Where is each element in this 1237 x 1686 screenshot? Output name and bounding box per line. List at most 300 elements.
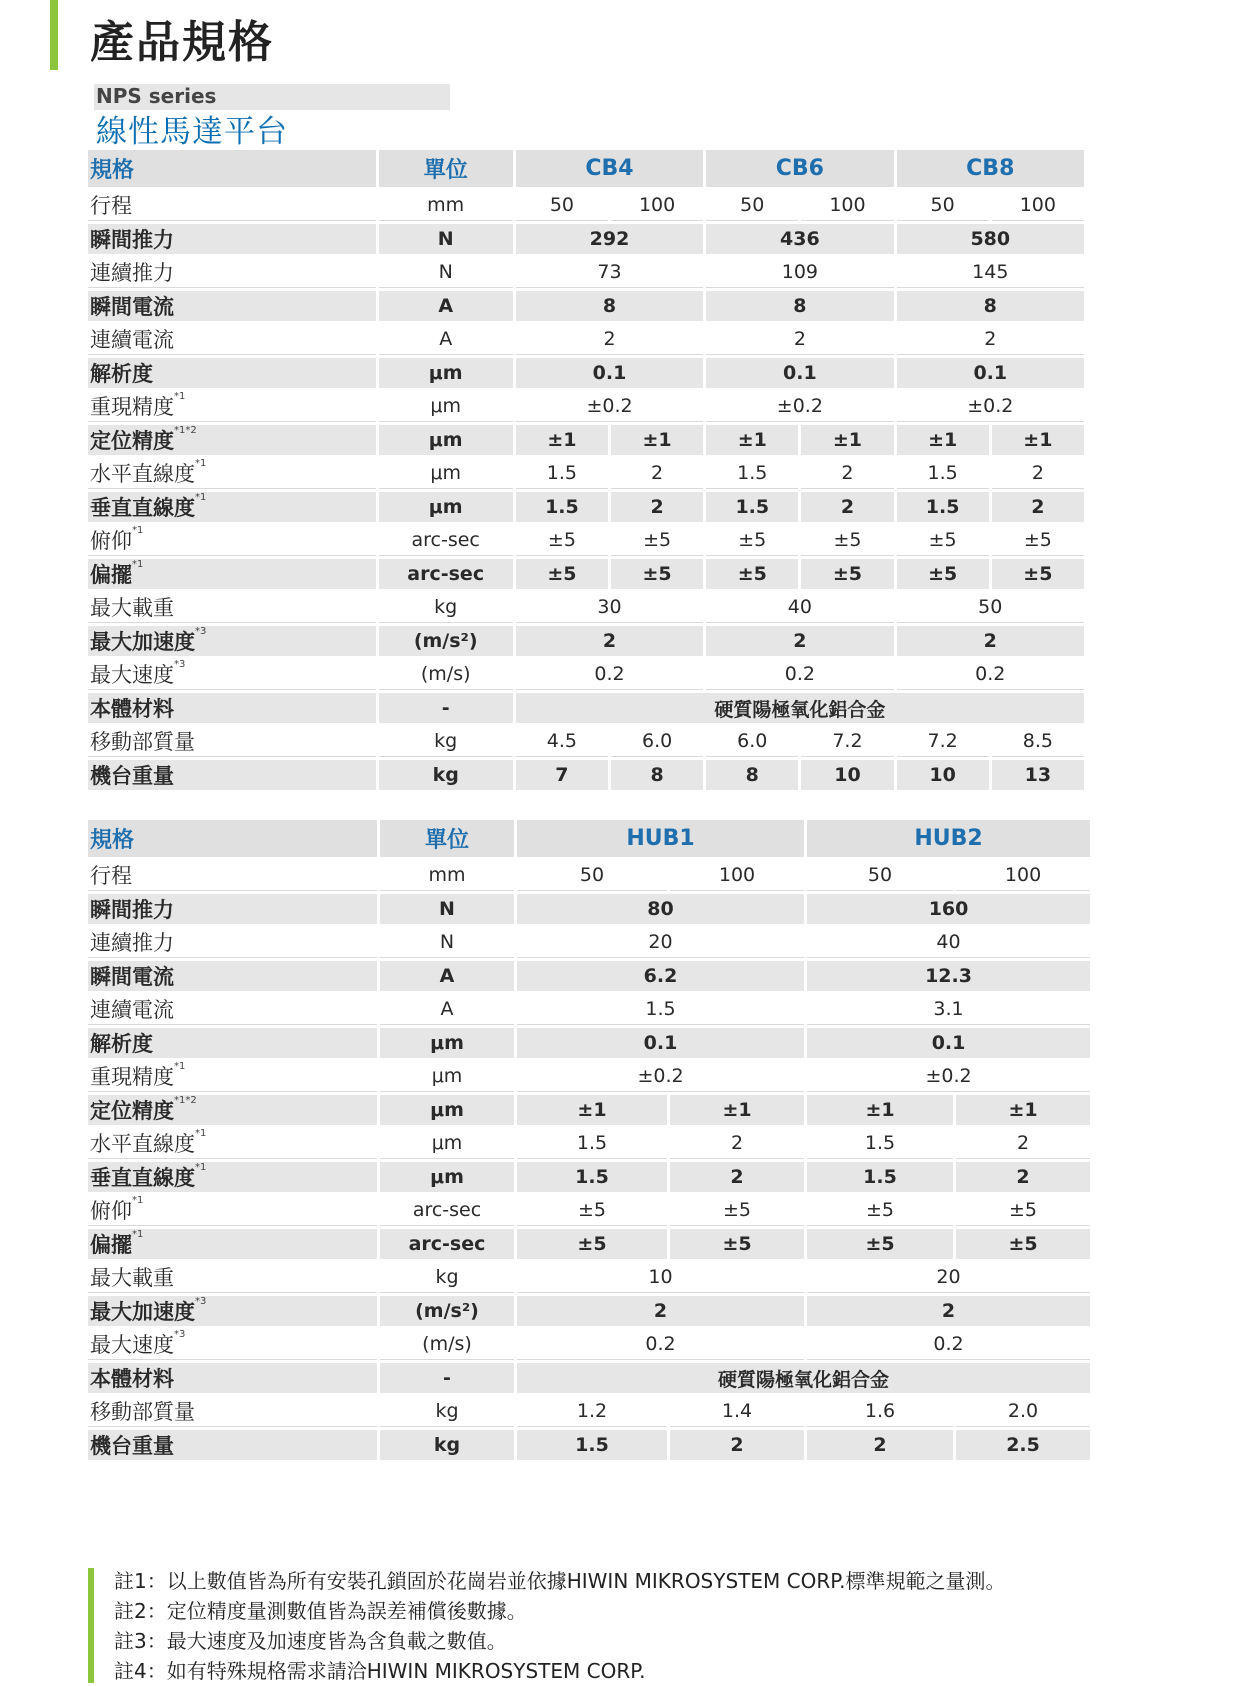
row-value: 0.2	[516, 659, 703, 690]
row-value: 100	[670, 860, 804, 891]
row-label	[88, 1329, 377, 1360]
row-unit: kg	[379, 726, 513, 757]
row-label	[88, 291, 376, 321]
row-unit: μm	[379, 492, 513, 522]
row-value: 2	[611, 458, 703, 489]
row-value: 1.5	[516, 458, 608, 489]
row-value: 8.5	[992, 726, 1084, 757]
row-value: 0.1	[516, 358, 703, 388]
row-value: 10	[517, 1262, 804, 1293]
footnote-ref: *3	[174, 659, 186, 670]
spec-row-material	[88, 1363, 1090, 1393]
row-label-text: 行程	[90, 864, 132, 888]
row-value: 0.1	[807, 1028, 1090, 1058]
row-value: 2	[517, 1296, 804, 1326]
row-value: 2	[992, 458, 1084, 489]
row-label	[88, 1128, 377, 1159]
row-label-text: 定位精度	[90, 1099, 174, 1123]
row-label	[88, 693, 376, 723]
row-value: 100	[956, 860, 1090, 891]
spec-row-cont-force	[88, 927, 1090, 958]
row-unit: (m/s²)	[379, 626, 513, 656]
row-unit: μm	[379, 425, 513, 455]
row-value: ±0.2	[516, 391, 703, 422]
row-label	[88, 592, 376, 623]
row-label	[88, 492, 376, 522]
row-value: ±5	[897, 559, 989, 589]
spec-row-material	[88, 693, 1084, 723]
spec-row-max-accel	[88, 626, 1084, 656]
row-value: 20	[807, 1262, 1090, 1293]
row-value: ±5	[517, 1195, 667, 1226]
footnote-ref: *1	[132, 1195, 144, 1206]
model-header: HUB2	[807, 820, 1090, 857]
row-label	[88, 994, 377, 1025]
row-value: 6.2	[517, 961, 804, 991]
row-value: ±5	[992, 525, 1084, 556]
row-unit: A	[379, 324, 513, 355]
model-header: CB6	[706, 150, 893, 187]
row-label-text: 水平直線度	[90, 462, 195, 486]
row-value: 6.0	[706, 726, 798, 757]
row-label	[88, 1229, 377, 1259]
row-value: ±5	[807, 1229, 953, 1259]
row-unit: kg	[379, 592, 513, 623]
row-unit: A	[379, 291, 513, 321]
row-label	[88, 1430, 377, 1460]
unit-header: 單位	[379, 150, 513, 187]
row-value: 2	[807, 1430, 953, 1460]
series-name: NPS series	[96, 84, 217, 108]
title-accent-bar	[50, 0, 58, 70]
spec-row-max-load	[88, 1262, 1090, 1293]
row-label-text: 垂直直線度	[90, 496, 195, 520]
row-value: 0.2	[807, 1329, 1090, 1360]
row-label-text: 最大加速度	[90, 1300, 195, 1324]
footnote-ref: *3	[174, 1329, 186, 1340]
row-value: 73	[516, 257, 703, 288]
row-value: 8	[516, 291, 703, 321]
row-label-text: 本體材料	[90, 1367, 174, 1391]
row-label	[88, 1396, 377, 1427]
spec-row-repeatability	[88, 391, 1084, 422]
row-unit: N	[380, 927, 514, 958]
spec-row-peak-current	[88, 961, 1090, 991]
spec-row-max-speed	[88, 659, 1084, 690]
row-label-text: 最大載重	[90, 596, 174, 620]
row-label-text: 連續電流	[90, 998, 174, 1022]
row-label-text: 行程	[90, 194, 132, 218]
row-unit: μm	[380, 1128, 514, 1159]
row-label	[88, 1028, 377, 1058]
row-value: 2	[807, 1296, 1090, 1326]
note-item: 註2：定位精度量測數值皆為誤差補償後數據。	[114, 1599, 527, 1623]
row-value: 2	[956, 1162, 1090, 1192]
row-unit: N	[379, 224, 513, 254]
row-label-text: 偏擺	[90, 1233, 132, 1257]
row-value: 2	[516, 324, 703, 355]
spec-row-weight	[88, 760, 1084, 790]
spec-row-h-straightness	[88, 1128, 1090, 1159]
row-label	[88, 324, 376, 355]
row-value: 50	[897, 190, 989, 221]
row-value: 50	[807, 860, 953, 891]
row-value: ±5	[897, 525, 989, 556]
spec-row-moving-mass	[88, 1396, 1090, 1427]
footnote-ref: *1	[195, 1162, 207, 1173]
page-title: 產品規格	[90, 17, 274, 68]
row-value: 1.5	[517, 1128, 667, 1159]
row-value: ±5	[801, 559, 893, 589]
row-unit: A	[380, 961, 514, 991]
row-value: 硬質陽極氧化鋁合金	[516, 693, 1084, 723]
row-value: ±5	[706, 525, 798, 556]
row-unit: arc-sec	[379, 525, 513, 556]
row-label	[88, 1162, 377, 1192]
row-value: ±5	[517, 1229, 667, 1259]
spec-row-max-load	[88, 592, 1084, 623]
row-unit: kg	[380, 1262, 514, 1293]
row-label	[88, 358, 376, 388]
row-label	[88, 626, 376, 656]
row-value: ±1	[897, 425, 989, 455]
row-label	[88, 726, 376, 757]
row-value: 7.2	[897, 726, 989, 757]
row-value: ±1	[801, 425, 893, 455]
spec-header: 規格	[88, 150, 376, 187]
row-value: 292	[516, 224, 703, 254]
row-label-text: 機台重量	[90, 764, 174, 788]
row-value: 1.5	[706, 492, 798, 522]
row-value: ±0.2	[517, 1061, 804, 1092]
row-label-text: 水平直線度	[90, 1132, 195, 1156]
spec-row-v-straightness	[88, 492, 1084, 522]
row-value: 109	[706, 257, 893, 288]
row-unit: μm	[380, 1028, 514, 1058]
row-label	[88, 224, 376, 254]
row-value: 3.1	[807, 994, 1090, 1025]
spec-row-yaw	[88, 1229, 1090, 1259]
row-label	[88, 961, 377, 991]
row-unit: N	[379, 257, 513, 288]
row-value: 1.5	[807, 1128, 953, 1159]
row-label	[88, 1363, 377, 1393]
row-value: 1.6	[807, 1396, 953, 1427]
footnote-ref: *1	[174, 1061, 186, 1072]
row-label	[88, 458, 376, 489]
row-value: 2	[956, 1128, 1090, 1159]
row-label-text: 本體材料	[90, 697, 174, 721]
row-unit: (m/s)	[379, 659, 513, 690]
spec-row-repeatability	[88, 1061, 1090, 1092]
row-value: 160	[807, 894, 1090, 924]
row-value: 2	[801, 492, 893, 522]
row-value: 145	[897, 257, 1084, 288]
spec-row-cont-current	[88, 324, 1084, 355]
row-value: 2	[706, 626, 893, 656]
note-item: 註4：如有特殊規格需求請洽HIWIN MIKROSYSTEM CORP.	[114, 1659, 646, 1683]
row-label-text: 瞬間電流	[90, 965, 174, 989]
spec-row-max-accel	[88, 1296, 1090, 1326]
row-label-text: 重現精度	[90, 1065, 174, 1089]
footnote-ref: *1	[132, 1229, 144, 1240]
row-unit: μm	[379, 458, 513, 489]
row-value: 7	[516, 760, 608, 790]
row-unit: -	[380, 1363, 514, 1393]
spec-row-v-straightness	[88, 1162, 1090, 1192]
row-label	[88, 1061, 377, 1092]
row-label-text: 垂直直線度	[90, 1166, 195, 1190]
row-label-text: 俯仰	[90, 529, 132, 553]
row-value: 8	[706, 291, 893, 321]
row-label-text: 機台重量	[90, 1434, 174, 1458]
row-value: 7.2	[801, 726, 893, 757]
spec-table-hub	[85, 817, 1093, 1463]
row-value: 2	[897, 626, 1084, 656]
footnote-ref: *3	[195, 626, 207, 637]
footnote-ref: *1	[195, 1128, 207, 1139]
row-value: 2	[670, 1162, 804, 1192]
row-label-text: 連續電流	[90, 328, 174, 352]
row-value: 2	[897, 324, 1084, 355]
row-value: ±1	[807, 1095, 953, 1125]
row-label	[88, 860, 377, 891]
row-value: 1.5	[897, 492, 989, 522]
spec-row-accuracy	[88, 1095, 1090, 1125]
model-header: CB8	[897, 150, 1084, 187]
row-value: 10	[897, 760, 989, 790]
row-value: 1.5	[706, 458, 798, 489]
row-label	[88, 659, 376, 690]
row-label	[88, 1195, 377, 1226]
row-label-text: 瞬間推力	[90, 228, 174, 252]
row-value: 50	[897, 592, 1084, 623]
row-value: ±5	[611, 559, 703, 589]
row-unit: arc-sec	[380, 1229, 514, 1259]
row-value: ±5	[801, 525, 893, 556]
row-label-text: 瞬間電流	[90, 295, 174, 319]
spec-row-stroke	[88, 860, 1090, 891]
row-label-text: 最大速度	[90, 1333, 174, 1357]
row-value: 50	[516, 190, 608, 221]
row-unit: N	[380, 894, 514, 924]
spec-row-max-speed	[88, 1329, 1090, 1360]
row-unit: A	[380, 994, 514, 1025]
row-value: 40	[706, 592, 893, 623]
row-value: ±5	[670, 1195, 804, 1226]
row-unit: μm	[379, 391, 513, 422]
footnote-ref: *1*2	[174, 425, 197, 436]
footnote-ref: *1	[195, 458, 207, 469]
row-value: 1.2	[517, 1396, 667, 1427]
page-subtitle: 線性馬達平台	[96, 114, 288, 150]
spec-row-peak-force	[88, 894, 1090, 924]
row-label-text: 最大載重	[90, 1266, 174, 1290]
row-value: 2.0	[956, 1396, 1090, 1427]
row-value: 8	[897, 291, 1084, 321]
row-value: 2	[670, 1128, 804, 1159]
row-label	[88, 927, 377, 958]
model-header: CB4	[516, 150, 703, 187]
spec-header: 規格	[88, 820, 377, 857]
row-value: 2	[801, 458, 893, 489]
row-unit: kg	[380, 1430, 514, 1460]
row-value: 2	[611, 492, 703, 522]
spec-row-cont-current	[88, 994, 1090, 1025]
row-value: 436	[706, 224, 893, 254]
row-value: ±0.2	[807, 1061, 1090, 1092]
row-value: 硬質陽極氧化鋁合金	[517, 1363, 1090, 1393]
row-value: 2	[706, 324, 893, 355]
spec-row-peak-force	[88, 224, 1084, 254]
row-label-text: 最大加速度	[90, 630, 195, 654]
row-value: ±5	[807, 1195, 953, 1226]
row-label	[88, 1095, 377, 1125]
row-unit: arc-sec	[380, 1195, 514, 1226]
spec-row-resolution	[88, 358, 1084, 388]
row-value: 20	[517, 927, 804, 958]
row-label-text: 移動部質量	[90, 1400, 195, 1424]
row-value: 100	[611, 190, 703, 221]
row-unit: kg	[380, 1396, 514, 1427]
row-value: ±0.2	[897, 391, 1084, 422]
spec-row-pitch	[88, 525, 1084, 556]
row-label-text: 瞬間推力	[90, 898, 174, 922]
row-value: ±5	[611, 525, 703, 556]
row-unit: kg	[379, 760, 513, 790]
row-label-text: 解析度	[90, 1032, 153, 1056]
row-label-text: 連續推力	[90, 261, 174, 285]
footnote-ref: *3	[195, 1296, 207, 1307]
row-value: ±5	[992, 559, 1084, 589]
row-label	[88, 760, 376, 790]
row-value: 100	[801, 190, 893, 221]
row-label-text: 俯仰	[90, 1199, 132, 1223]
spec-row-peak-current	[88, 291, 1084, 321]
row-label-text: 定位精度	[90, 429, 174, 453]
row-value: 12.3	[807, 961, 1090, 991]
note-item: 註1：以上數值皆為所有安裝孔鎖固於花崗岩並依據HIWIN MIKROSYSTEM CORP.標準規範之量測。	[114, 1569, 1006, 1593]
row-value: ±1	[611, 425, 703, 455]
row-value: 1.5	[517, 994, 804, 1025]
row-value: 4.5	[516, 726, 608, 757]
row-value: ±5	[706, 559, 798, 589]
row-unit: μm	[379, 358, 513, 388]
row-label-text: 偏擺	[90, 563, 132, 587]
spec-row-resolution	[88, 1028, 1090, 1058]
row-value: 13	[992, 760, 1084, 790]
row-unit: (m/s)	[380, 1329, 514, 1360]
row-unit: mm	[379, 190, 513, 221]
spec-table-cb	[85, 147, 1087, 793]
row-value: ±1	[706, 425, 798, 455]
row-value: 10	[801, 760, 893, 790]
row-value: 0.2	[517, 1329, 804, 1360]
model-header: HUB1	[517, 820, 804, 857]
footnote-ref: *1*2	[174, 1095, 197, 1106]
row-value: 1.5	[807, 1162, 953, 1192]
row-label-text: 最大速度	[90, 663, 174, 687]
row-value: ±5	[670, 1229, 804, 1259]
row-value: 6.0	[611, 726, 703, 757]
row-label	[88, 391, 376, 422]
row-value: ±1	[517, 1095, 667, 1125]
spec-row-pitch	[88, 1195, 1090, 1226]
footnote-ref: *1	[132, 525, 144, 536]
row-value: 580	[897, 224, 1084, 254]
row-value: 1.5	[517, 1162, 667, 1192]
row-value: 0.1	[706, 358, 893, 388]
row-value: 1.4	[670, 1396, 804, 1427]
row-value: 1.5	[516, 492, 608, 522]
row-value: ±1	[992, 425, 1084, 455]
row-label	[88, 525, 376, 556]
row-unit: arc-sec	[379, 559, 513, 589]
row-unit: mm	[380, 860, 514, 891]
row-label	[88, 1296, 377, 1326]
row-label-text: 重現精度	[90, 395, 174, 419]
row-value: 40	[807, 927, 1090, 958]
row-value: 0.1	[517, 1028, 804, 1058]
row-value: 2	[992, 492, 1084, 522]
row-unit: -	[379, 693, 513, 723]
row-value: 30	[516, 592, 703, 623]
spec-row-cont-force	[88, 257, 1084, 288]
row-unit: μm	[380, 1162, 514, 1192]
row-value: ±5	[956, 1229, 1090, 1259]
row-value: ±1	[516, 425, 608, 455]
row-unit: (m/s²)	[380, 1296, 514, 1326]
row-label	[88, 190, 376, 221]
notes-accent-bar	[88, 1568, 94, 1683]
row-label	[88, 1262, 377, 1293]
row-value: 8	[706, 760, 798, 790]
row-unit: μm	[380, 1061, 514, 1092]
row-value: 1.5	[517, 1430, 667, 1460]
row-value: ±0.2	[706, 391, 893, 422]
row-value: 8	[611, 760, 703, 790]
row-value: 50	[517, 860, 667, 891]
row-label	[88, 559, 376, 589]
row-value: ±5	[516, 525, 608, 556]
row-value: 100	[992, 190, 1084, 221]
row-value: ±1	[670, 1095, 804, 1125]
footnote-ref: *1	[132, 559, 144, 570]
row-value: ±5	[956, 1195, 1090, 1226]
row-unit: μm	[380, 1095, 514, 1125]
row-label	[88, 894, 377, 924]
row-value: 50	[706, 190, 798, 221]
spec-row-yaw	[88, 559, 1084, 589]
row-value: ±5	[516, 559, 608, 589]
footnote-ref: *1	[195, 492, 207, 503]
spec-row-stroke	[88, 190, 1084, 221]
table-header-row	[88, 150, 1084, 187]
footnote-ref: *1	[174, 391, 186, 402]
row-label	[88, 425, 376, 455]
row-value: 0.1	[897, 358, 1084, 388]
row-value: 0.2	[706, 659, 893, 690]
row-value: ±1	[956, 1095, 1090, 1125]
notes	[114, 1566, 1006, 1686]
row-value: 0.2	[897, 659, 1084, 690]
spec-row-h-straightness	[88, 458, 1084, 489]
note-item: 註3：最大速度及加速度皆為含負載之數值。	[114, 1629, 507, 1653]
row-value: 80	[517, 894, 804, 924]
row-label-text: 解析度	[90, 362, 153, 386]
row-value: 1.5	[897, 458, 989, 489]
row-value: 2	[670, 1430, 804, 1460]
